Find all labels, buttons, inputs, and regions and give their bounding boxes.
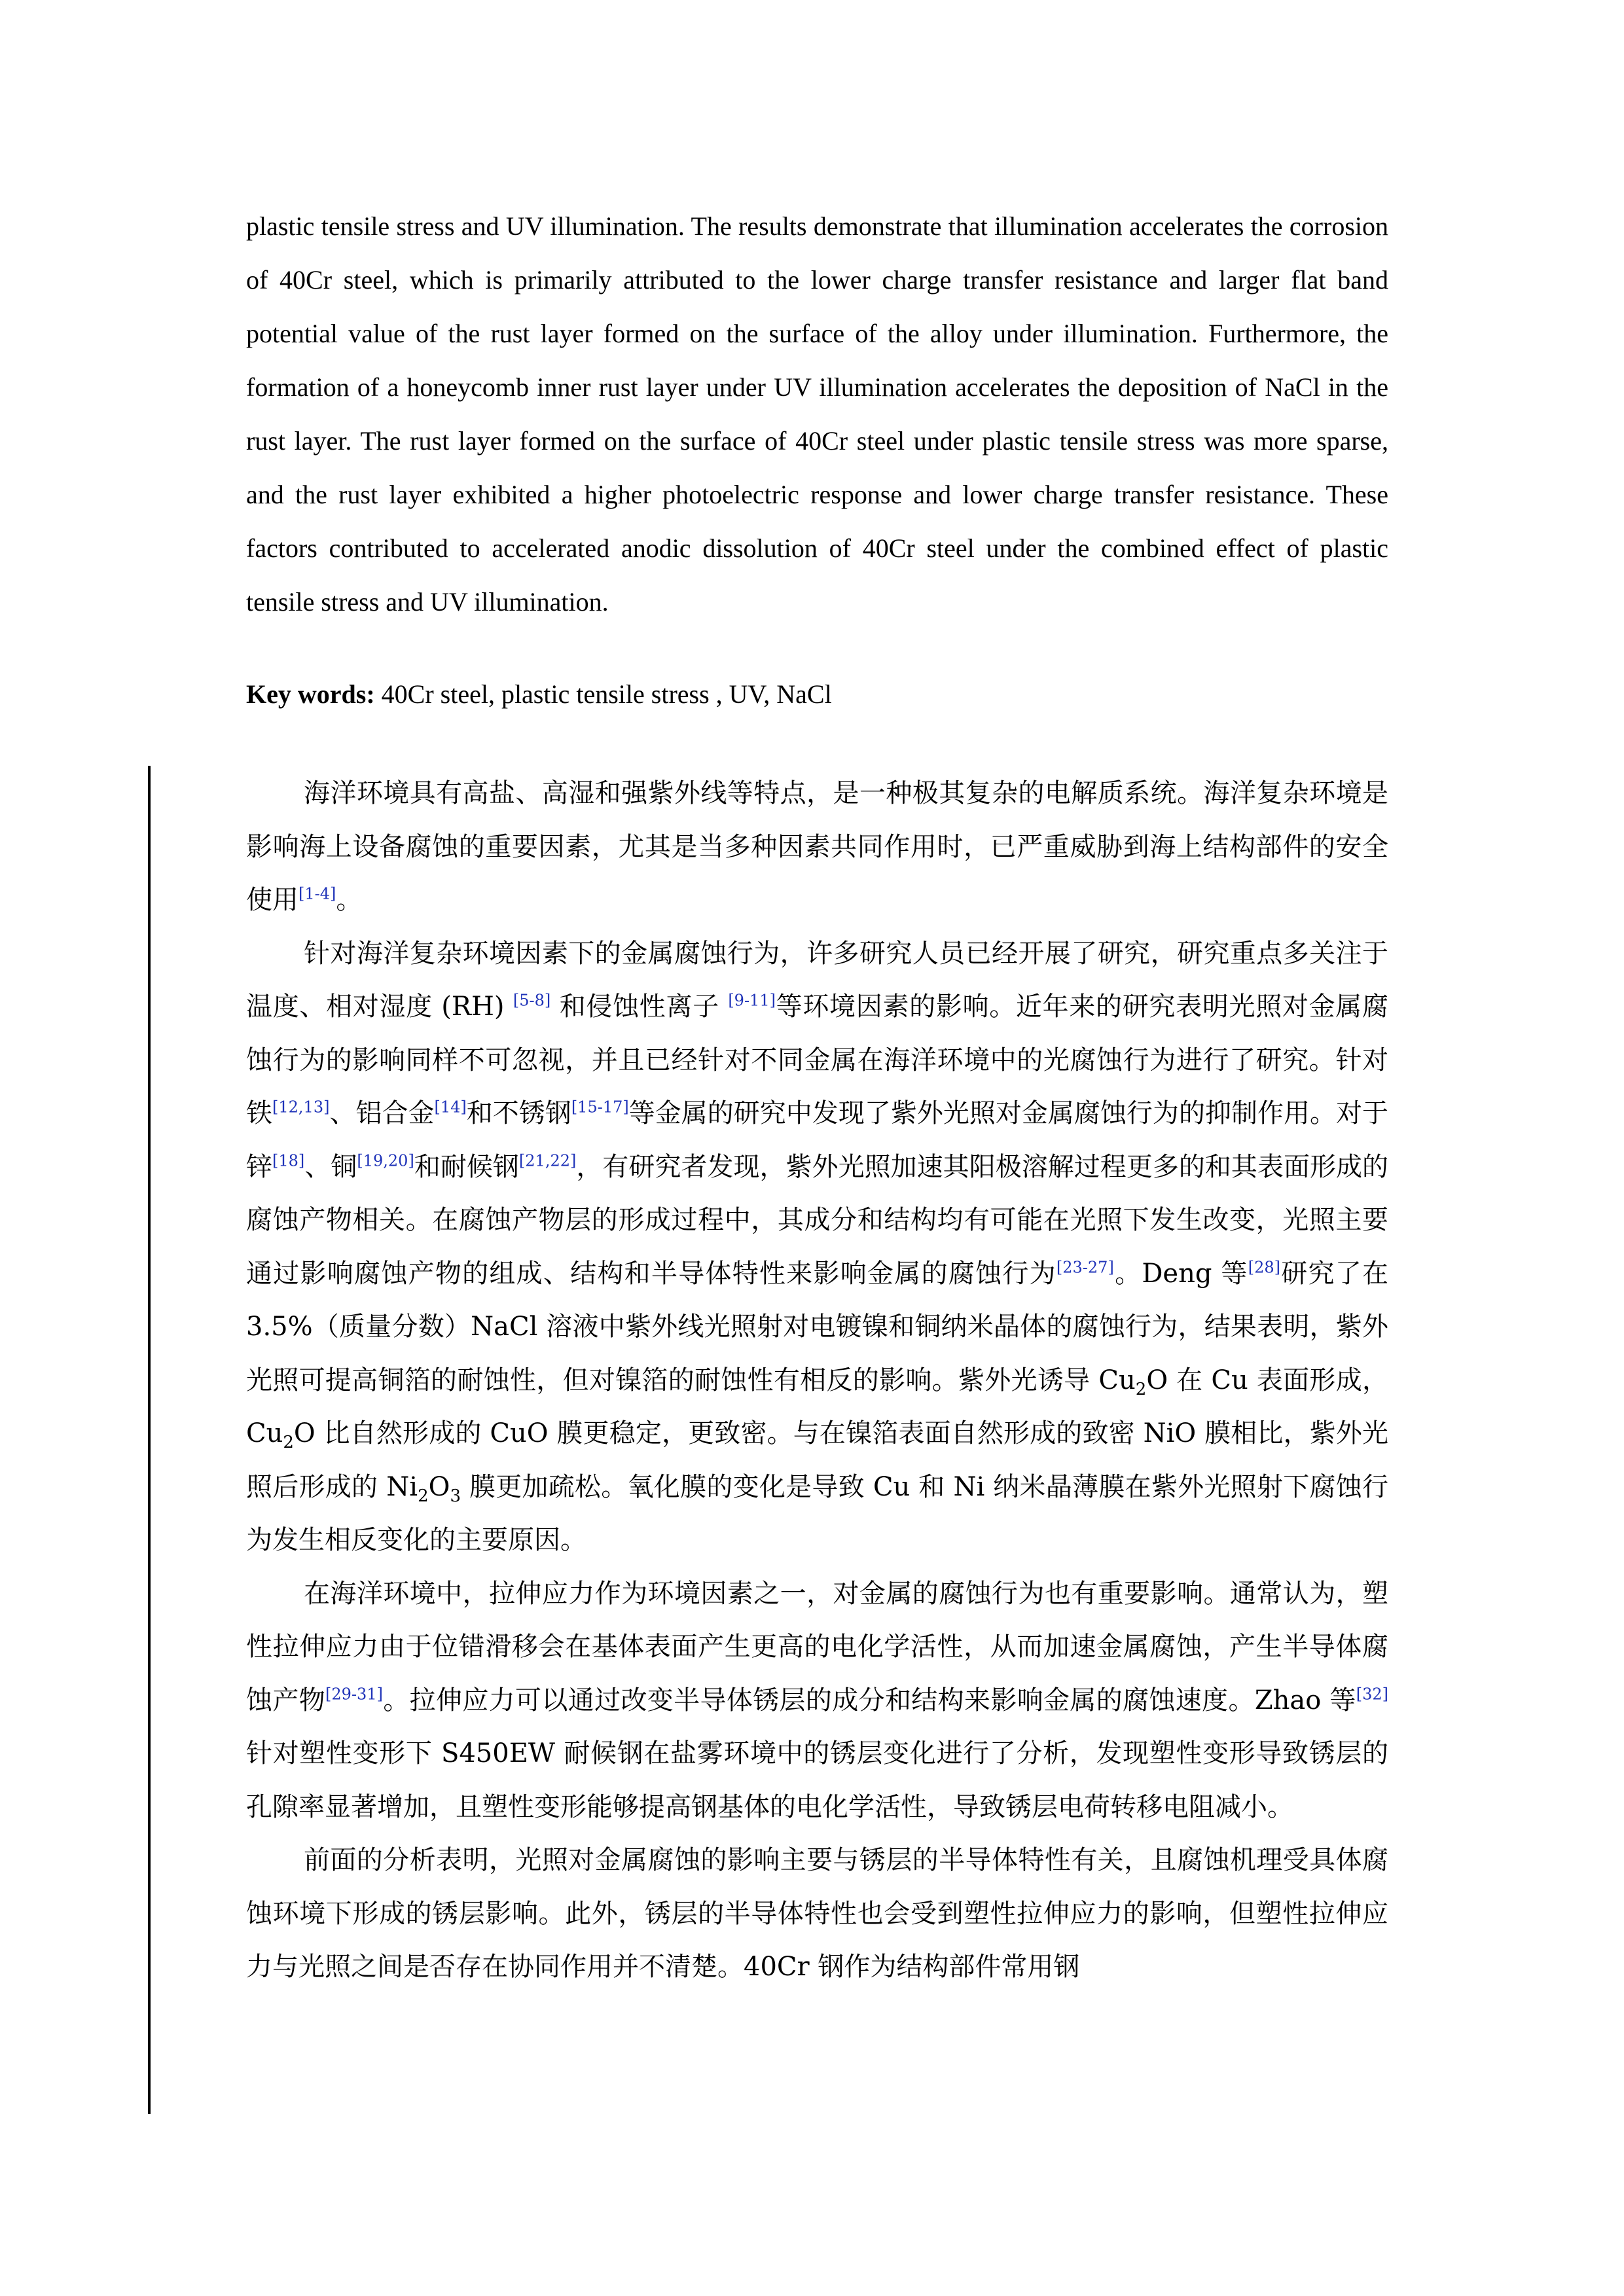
abstract-continuation [246,200,1388,629]
text-run: 、铝合金 [329,1098,435,1128]
text-run: 在海洋环境中，拉伸应力作为环境因素之一，对金属的腐蚀行为也有重要影响。通常认为，塑性拉伸应力由于位错滑移会在基体表面产生更高的电化学活性，从而加速金属腐蚀，产生半导体腐蚀产物 [246,1578,1388,1715]
text-run: 。Deng 等 [1113,1258,1248,1289]
keywords-line [246,668,1388,721]
citation[interactable]: [28] [1248,1258,1280,1277]
text-run: 等环境因素的影响。近年来的研究表明光照对金属腐蚀行为的影响同样不可忽视，并且已经针对不同金属在海洋环境中的光腐蚀行为进行了研究。针对铁 [246,992,1389,1128]
body-text [246,767,1388,1994]
text-run: 前面的分析表明，光照对金属腐蚀的影响主要与锈层的半导体特性有关，且腐蚀机理受具体腐蚀环境下形成的锈层影响。此外，锈层的半导体特性也会受到塑性拉伸应力的影响，但塑性拉伸应力与光照之间是否存在协同作用并不清楚。40Cr 钢作为结构部件常用钢 [246,1845,1388,1982]
subscript: 2 [1135,1379,1147,1399]
citation[interactable]: [14] [434,1098,467,1117]
citation[interactable]: [15-17] [571,1098,629,1117]
revision-bar [148,766,151,2114]
text-run: O 比自然形成的 CuO 膜更稳定，更致密。与在镍箔表面自然形成的致密 NiO 膜相比，紫外光照后形成的 Ni [246,1418,1388,1502]
citation[interactable]: [19,20] [357,1151,414,1170]
subscript: 2 [283,1433,294,1452]
abstract-text: plastic tensile stress and UV illumination. The results demonstrate that illumination accelerates the corrosion of 40Cr steel, which is primarily attributed to the lower charge transfer resistance and larger flat band potential value of the rust layer formed on the surface of the alloy under illumination. Furthermore, the formation of a honeycomb inner rust layer under UV illumination accelerates the deposition of NaCl in the rust layer. The rust layer formed on the surface of 40Cr steel under plastic tensile stress was more sparse, and the rust layer exhibited a higher photoelectric response and lower charge transfer resistance. These factors contributed to accelerated anodic dissolution of 40Cr steel under the combined effect of plastic tensile stress and UV illumination. [246,211,1388,617]
citation[interactable]: [9-11] [728,991,776,1010]
paragraph-2 [246,927,1388,1568]
citation[interactable]: [23-27] [1056,1258,1114,1277]
keywords-label: Key words: [246,679,375,709]
keywords-text: 40Cr steel, plastic tensile stress , UV, NaCl [374,679,832,709]
text-run: 。 [336,885,363,915]
text-run: 针对塑性变形下 S450EW 耐候钢在盐雾环境中的锈层变化进行了分析，发现塑性变形导致锈层的孔隙率显著增加，且塑性变形能够提高钢基体的电化学活性，导致锈层电荷转移电阻减小。 [246,1738,1388,1822]
subscript: 2 [418,1486,429,1506]
paragraph-1 [246,767,1388,927]
citation[interactable]: [18] [272,1151,305,1170]
citation[interactable]: [1-4] [298,884,336,903]
text-run: ，有研究者发现，紫外光照加速其阳极溶解过程更多的和其表面形成的腐蚀产物相关。在腐蚀产物层的形成过程中，其成分和结构均有可能在光照下发生改变，光照主要通过影响腐蚀产物的组成、结构和半导体特性来影响金属的腐蚀行为 [246,1151,1389,1289]
text-run: 和不锈钢 [466,1098,571,1128]
text-run: O [428,1471,450,1502]
citation[interactable]: [5-8] [513,991,551,1010]
citation[interactable]: [29-31] [325,1685,383,1704]
subscript: 3 [450,1486,461,1506]
text-run: 等金属的研究中发现了紫外光照对金属腐蚀行为的抑制作用。对于锌 [246,1098,1389,1182]
text-run: O 在 Cu 表面形成，Cu [246,1365,1388,1448]
paragraph-3 [246,1568,1388,1835]
paragraph-4 [246,1834,1388,1994]
text-run: 研究了在 3.5%（质量分数）NaCl 溶液中紫外线光照射对电镀镍和铜纳米晶体的腐蚀行为，结果表明，紫外光照可提高铜箔的耐蚀性，但对镍箔的耐蚀性有相反的影响。紫外光诱导 Cu [246,1258,1389,1395]
text-run: 和耐候钢 [414,1151,519,1182]
text-run: 。拉伸应力可以通过改变半导体锈层的成分和结构来影响金属的腐蚀速度。Zhao 等 [382,1685,1356,1715]
citation[interactable]: [21,22] [518,1151,577,1170]
text-run: 膜更加疏松。氧化膜的变化是导致 Cu 和 Ni 纳米晶薄膜在紫外光照射下腐蚀行为发生相反变化的主要原因。 [246,1471,1389,1555]
citation[interactable]: [12,13] [272,1098,330,1117]
text-run: 、铜 [304,1151,357,1182]
text-run: 针对海洋复杂环境因素下的金属腐蚀行为，许多研究人员已经开展了研究，研究重点多关注于温度、相对湿度 (RH) [246,938,1388,1022]
text-run: 海洋环境具有高盐、高湿和强紫外线等特点，是一种极其复杂的电解质系统。海洋复杂环境是影响海上设备腐蚀的重要因素，尤其是当多种因素共同作用时，已严重威胁到海上结构部件的安全使用 [246,778,1388,915]
citation[interactable]: [32] [1356,1685,1388,1704]
text-run: 和侵蚀性离子 [550,992,729,1022]
